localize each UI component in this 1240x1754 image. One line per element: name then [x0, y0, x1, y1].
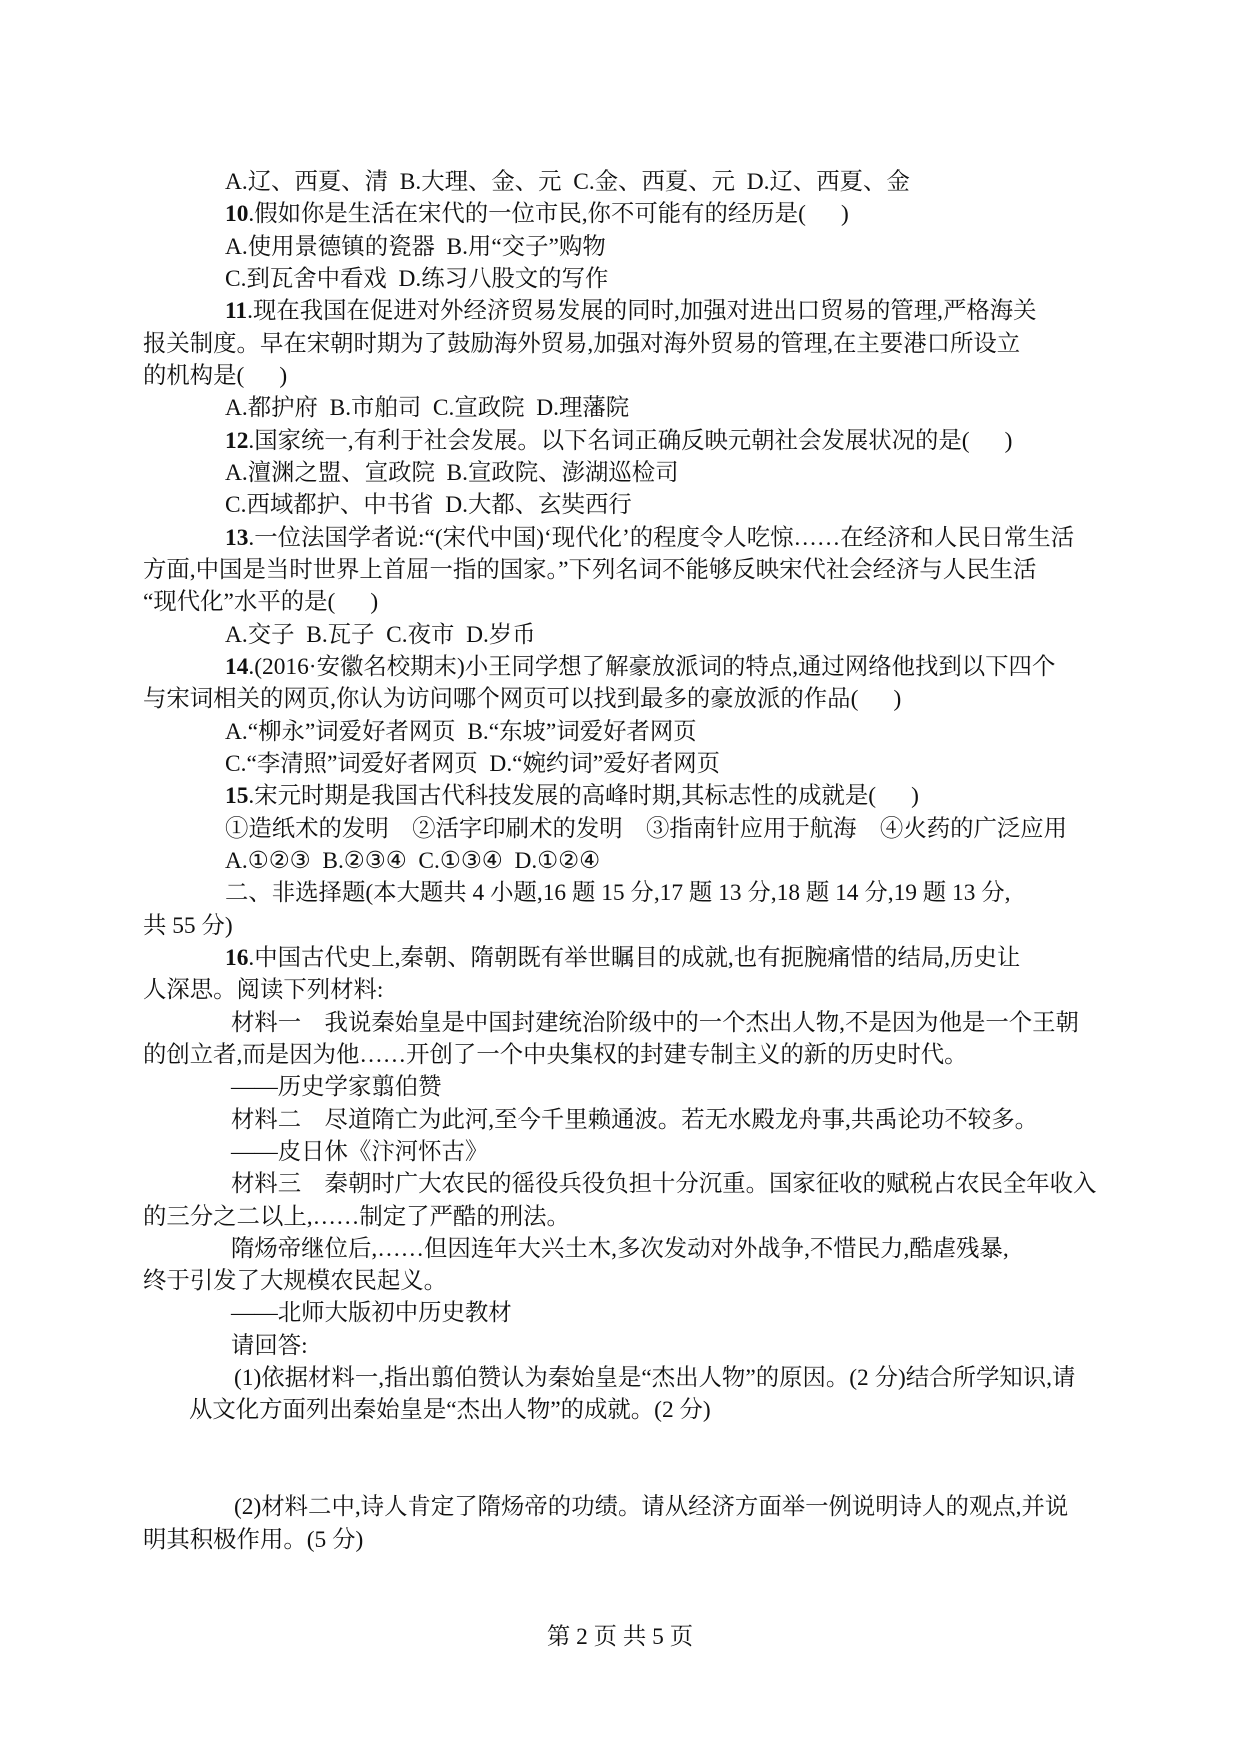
- line-text: (1)依据材料一,指出翦伯赞认为秦始皇是“杰出人物”的原因。(2 分)结合所学知识,请: [234, 1365, 1076, 1392]
- line-text: 的三分之二以上,……制定了严酷的刑法。: [143, 1203, 570, 1230]
- q11-options: [143, 392, 1103, 424]
- line-text: A.①②③ B.②③④ C.①③④ D.①②④: [225, 847, 601, 874]
- q16-material3-source: [143, 1297, 1103, 1329]
- line-text: 人深思。阅读下列材料:: [143, 977, 384, 1004]
- line-text: 隋炀帝继位后,……但因连年大兴土木,多次发动对外战争,不惜民力,酷虐残暴,: [231, 1235, 1009, 1262]
- line-text: A.“柳永”词爱好者网页 B.“东坡”词爱好者网页: [225, 718, 697, 745]
- line-text: 从文化方面列出秦始皇是“杰出人物”的成就。(2 分): [189, 1397, 711, 1424]
- question-number: 15: [225, 783, 249, 810]
- line-text: 报关制度。早在宋朝时期为了鼓励海外贸易,加强对海外贸易的管理,在主要港口所设立: [143, 330, 1021, 357]
- section2-header-line2: [143, 910, 1103, 942]
- q16-material1-source: [143, 1071, 1103, 1103]
- section2-header-line1: [143, 877, 1103, 909]
- line-text: C.西域都护、中书省 D.大都、玄奘西行: [225, 492, 632, 519]
- line-text: ——历史学家翦伯赞: [231, 1074, 442, 1101]
- q16-material3-line4: [143, 1265, 1103, 1297]
- q13-stem-line1: [143, 522, 1103, 554]
- line-text: 明其积极作用。(5 分): [143, 1526, 364, 1553]
- line-text: A.澶渊之盟、宣政院 B.宣政院、澎湖巡检司: [225, 459, 679, 486]
- q15-stem: [143, 780, 1103, 812]
- line-text: 材料三 秦朝时广大农民的徭役兵役负担十分沉重。国家征收的赋税占农民全年收入: [231, 1171, 1097, 1198]
- line-text: 材料二 尽道隋亡为此河,至今千里赖通波。若无水殿龙舟事,共禹论功不较多。: [231, 1106, 1038, 1133]
- question-number: 13: [225, 524, 249, 551]
- line-text: “现代化”水平的是( ): [143, 589, 379, 616]
- q16-material2-source: [143, 1136, 1103, 1168]
- line-text: C.到瓦舍中看戏 D.练习八股文的写作: [225, 265, 609, 292]
- q16-sub2-line2: [143, 1524, 1103, 1556]
- q13-options: [143, 619, 1103, 651]
- q16-material3-line3: [143, 1233, 1103, 1265]
- q16-intro-line2: [143, 974, 1103, 1006]
- page-number: 第 2 页 共 5 页: [546, 1624, 694, 1650]
- q10-options-ab: [143, 231, 1103, 263]
- question-number: 10: [225, 201, 249, 228]
- q10-options-cd: [143, 263, 1103, 295]
- q16-material2-line1: [143, 1104, 1103, 1136]
- line-text: A.都护府 B.市舶司 C.宣政院 D.理藩院: [225, 395, 630, 422]
- q16-sub2-line1: [143, 1491, 1103, 1523]
- line-text: ——皮日休《汴河怀古》: [231, 1138, 489, 1165]
- line-text: .现在我国在促进对外经济贸易发展的同时,加强对进出口贸易的管理,严格海关: [247, 298, 1037, 325]
- q9-options: [143, 166, 1103, 198]
- q10-stem: [143, 198, 1103, 230]
- q12-stem: [143, 425, 1103, 457]
- q13-stem-line3: [143, 586, 1103, 618]
- q16-sub1-line2: [143, 1394, 1103, 1426]
- q16-material3-line2: [143, 1201, 1103, 1233]
- answer-space: [143, 1427, 1103, 1459]
- q12-options-cd: [143, 489, 1103, 521]
- line-text: 二、非选择题(本大题共 4 小题,16 题 15 分,17 题 13 分,18 题 14 分,19 题 13 分,: [225, 880, 1011, 907]
- line-text: .中国古代史上,秦朝、隋朝既有举世瞩目的成就,也有扼腕痛惜的结局,历史让: [248, 944, 1021, 971]
- line-text: A.交子 B.瓦子 C.夜市 D.岁币: [225, 621, 536, 648]
- line-text: A.辽、西夏、清 B.大理、金、元 C.金、西夏、元 D.辽、西夏、金: [225, 169, 910, 195]
- line-text: 与宋词相关的网页,你认为访问哪个网页可以找到最多的豪放派的作品( ): [143, 686, 902, 713]
- line-text: ①造纸术的发明 ②活字印刷术的发明 ③指南针应用于航海 ④火药的广泛应用: [225, 815, 1068, 842]
- line-text: .(2016·安徽名校期末)小王同学想了解豪放派词的特点,通过网络他找到以下四个: [248, 653, 1056, 680]
- q16-material1-line1: [143, 1007, 1103, 1039]
- answer-space: [143, 1459, 1103, 1491]
- q13-stem-line2: [143, 554, 1103, 586]
- q15-items: [143, 813, 1103, 845]
- q16-material3-line1: [143, 1168, 1103, 1200]
- line-text: 的创立者,而是因为他……开创了一个中央集权的封建专制主义的新的历史时代。: [143, 1041, 968, 1068]
- q16-intro-line1: [143, 942, 1103, 974]
- line-text: .国家统一,有利于社会发展。以下名词正确反映元朝社会发展状况的是( ): [248, 427, 1013, 454]
- line-text: C.“李清照”词爱好者网页 D.“婉约词”爱好者网页: [225, 750, 721, 777]
- q14-stem-line1: [143, 651, 1103, 683]
- line-text: 请回答:: [231, 1332, 308, 1359]
- question-number: 14: [225, 653, 249, 680]
- line-text: ——北师大版初中历史教材: [231, 1300, 512, 1327]
- line-text: .一位法国学者说:“(宋代中国)‘现代化’的程度令人吃惊……在经济和人民日常生活: [248, 524, 1075, 551]
- q14-options-cd: [143, 748, 1103, 780]
- q16-material1-line2: [143, 1039, 1103, 1071]
- q16-sub1-line1: [143, 1362, 1103, 1394]
- q11-stem-line1: [143, 295, 1103, 327]
- line-text: .宋元时期是我国古代科技发展的高峰时期,其标志性的成就是( ): [248, 783, 919, 810]
- line-text: (2)材料二中,诗人肯定了隋炀帝的功绩。请从经济方面举一例说明诗人的观点,并说: [234, 1494, 1069, 1521]
- line-text: A.使用景德镇的瓷器 B.用“交子”购物: [225, 233, 606, 260]
- line-text: 材料一 我说秦始皇是中国封建统治阶级中的一个杰出人物,不是因为他是一个王朝: [231, 1009, 1079, 1036]
- line-text: .假如你是生活在宋代的一位市民,你不可能有的经历是( ): [248, 201, 849, 228]
- question-number: 12: [225, 427, 249, 454]
- q14-stem-line2: [143, 683, 1103, 715]
- q14-options-ab: [143, 716, 1103, 748]
- q11-stem-line3: [143, 360, 1103, 392]
- q11-stem-line2: [143, 328, 1103, 360]
- line-text: 终于引发了大规模农民起义。: [143, 1268, 448, 1295]
- question-number: 11: [225, 298, 248, 325]
- exam-body: [143, 166, 1103, 1556]
- q15-options: [143, 845, 1103, 877]
- line-text: 方面,中国是当时世界上首屈一指的国家。”下列名词不能够反映宋代社会经济与人民生活: [143, 556, 1037, 583]
- line-text: 的机构是( ): [143, 362, 288, 389]
- q12-options-ab: [143, 457, 1103, 489]
- question-number: 16: [225, 944, 249, 971]
- q16-answer-prompt: [143, 1330, 1103, 1362]
- line-text: 共 55 分): [143, 912, 233, 939]
